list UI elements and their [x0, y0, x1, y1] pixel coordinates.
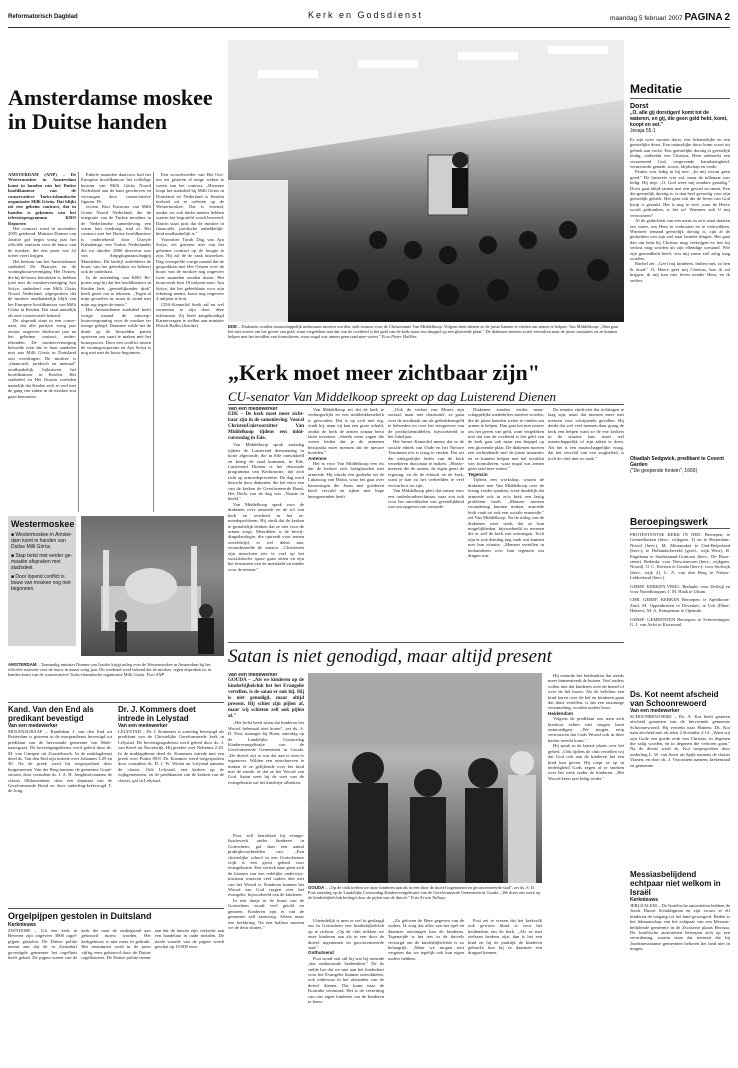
lead-paragraph: recteur Haci Karacaer van Milli Görüs Noord Nederland, die de integratie van de Turkse moslims in de Nederlandse samenleving een warm hart toedroeg, trad af. Het contract met het Duitse hoofdkantoor is ondertekend door Üsteyle Kahalemgo, een Turkse Nederlander die tot oktober 2006 directeur was van Ampglogmaatschappij Mandeiten. Dit bedrijf ontfeldeert de bouw van het gebedshuis en beheert ook de onderkast. — [81, 204, 151, 275]
story2-paragraph: Van Middelkoop sprak voor de diakenen over armoede en de rol van kerk en overheid in het armoedeprobleem. Hij vindt dat de kerken te gestaltelijk denken dat ze niet voor de armen zorgt. Meerdelen is de bevrijdingstheologie, die optreedt voor armen wereldwijd, er wel debet aan, veronderstelde de senator. „Christenen zijn misschien iets te veel op het socialistische spoor gaan zitten en zijn het fenomeen van de menskeld en ninder voor de nemen." — [228, 501, 304, 572]
brief-4 — [630, 690, 730, 844]
story2-column-3 — [388, 407, 464, 635]
brief-3 — [8, 911, 224, 1058]
story3-subhead: Heidendom — [548, 710, 574, 716]
lead-intro: AMSTERDAM (ANP) – De Westermoskee in Amsterdam komt in handen van het Duitse hoofdkantoor van de conservatieve Turks-islamitische organisatie Milli Görüs. Dat blijkt uit een geheim contract, dat in handen is gekomen van het televisieprogramma KRO Reporter. — [8, 172, 76, 226]
brief-byline: Van een medewerker — [630, 708, 680, 714]
lead-photo-caption: AMSTERDAM – Toenmalig minister Donner van Justitie krijgt uitleg over de Westermoskee in Amsterdam bij het officiële startsein voor de bouw in maart vorig jaar. Dit weekend werd bekend dat de moskee, tegen afspraken in, in handen komt van de conservatieve Turks-islamitische organisatie Milli Görüs. Foto ANP — [8, 662, 212, 678]
story2-subhead: Antenne — [308, 455, 327, 461]
story2-paragraph: Van Middelkoop pleit dat armen voor een onderhoudsrechtnaar, naar zou ook voor het ontwikkelen van geestelijkheid rust om opgaven van armoede. — [388, 488, 464, 510]
lead-paragraph: Een woordvoerder van Het Oosten zei gisteren al enige weken te weten van het contract. „Hiermee loopt het stadsdeel bij Milli Görüs in Duitsland en Nederland is Keulen invloed uit te oefenen op de Westermoskee. Dat is vreemd, omdat we ook dacht mentet hebben waarin het begrafeld wordt beweerd. Daarin staat juist dat de moskee in financiële, juridische enhebbelijkheid onafhankelijk is." — [156, 172, 224, 237]
meditatie-body — [630, 137, 730, 453]
story2-paragraph: Het is voor Van Middelkoop een eis dat de kerken zich bezighouden met armoede. Hij uitrekt een gedeelte uit de Lukasoog van Maria, waar het gaat over benorringen die Jezus met goederen heeft vervuld en rijken met liege benogenenden heeft. — [308, 461, 384, 499]
story3-photo-caption: GOUDA – „Op de club treffen we onze kinderen aan als in een door de duivel ingenomen en geconcentreerde stad", zei ds. S. D. Post zaterdag op de Landelijke Contactdag Kinderevangelisatie van de Gereformeerde Gemeenten in Gouda. „We doen ons werk op de kinderbijbelclub beslagd door de pijlen van de duivel." Foto Erwin Tolhuys — [308, 885, 541, 901]
story2-column-4 — [468, 407, 544, 635]
meditatie-paragraph: Paulus was ledig in hij nee: „In mij woont geen goed." De farizeeër was vol, maar de tollenaar was ledig. Hij riep: „O, God wees mij zondare genadig." Dorst gaat altijd samen met een gevoel en smart. Een die geestelijk dorstig is, is dan heel gevoelig voor zijn geestelijk gebrek. Het gaat ook die de leven van God kwijt is geraakt. Het is nog te veel, waar de Heere wordt gedronken, is het zo! Wanneer zult U mij vertroosten? — [630, 169, 730, 218]
story3-intro: GOUDA – „Als we kinderen op de kinderbijbelclub het het Evangelie vertellen, is de satan er ook bij. Hij is niet genodigd, maar altijd present. Hij schiet zijn pijlen af, maar wij schieten zelf ook pijlen af." — [228, 678, 304, 720]
brief-title: Kand. Van den End als predikant bevestigd — [8, 705, 94, 723]
brief-text: ZWNDORF – Uit een kerk in Beveren zijn ongeveer 3000 orgelpijpen gestolen. De Duitse politie neemt aan dat de in Zwündorf gevestigde gemeente het orgelhuis heeft gehad. De pijpen waren van de kerk die naar de ondergrond aan gebouwd moest worden. Het kerkgebouw is niet meer in gebruik. Het instrument werd in de jaren vijftig eens gebouwd door de Duitse orgelbouwer. De Duitse politie neemt aan dat de buizen zijn verkocht aan een handelaar in oude metalen. De totale waarde van de pijpen wordt geschat op 10.000 euro. — [8, 928, 224, 961]
meditatie-title: Meditatie — [630, 82, 730, 99]
page-number: 2 — [724, 12, 730, 23]
brief-1 — [8, 705, 112, 887]
brief-byline: Kerknieuws — [630, 897, 659, 903]
brief-title: Orgelpijpen gestolen in Duitsland — [8, 911, 152, 921]
lead-paragraph: Het Amsterdamse stadsdeel heeft vorige maand de ontwerpbouwvergunning voor de moskee ter inzage gelegd. Daarmee wilde het de drink op de bestralden patiën opsteven om vaart te maken met het bouwproces. Door een conflict tussen de woningcorporatie en Aya Sofya is nog niet met de bouw begonnen. — [81, 307, 151, 356]
meditatie-paragraph: Er zijn twee soorten dorst, een lichamelijke en een geestelijke dorst. Een natuurlijke dorst komt voort uit gebrek aan vocht. Een geestelijke dorstig is geestelijk leidig, ontbreekt een Christus. Hem ontbreekt een verzoenend God, vergevende barmhartigheid, vernieuwde genade, troost, blijdschap en vrede. — [630, 137, 730, 170]
brief-text: JERUZALEM – De Israëlische autoriteiten hebben de Joods Duitse Schuldigman en zijn vrouw er elf kinderen de toegang tot het land geweigerd. Reden is het lidmaatschap van het echtpaar van een Messiasbelijdende gemeente in de Zwitserse plaats Herisau. De Israëlische autoriteiten beroepen zich op een verordening, waarin staat dat mensen die bij Joodsmessiaanse gemeenten behoren het land niet in mogen. — [630, 903, 730, 952]
story3-paragraph: „Het liefst heeft satan dat kinderen het Woord helemaal niet horen", zei ds. S. D. Post, manager bij Hoen, zaterdag op de Landelijke Contactdag Kinderevangelisatie van de Gereformeerde Gemeenten in Gouda. „De duivel zijt er wat dat aan te zien er tegenover. Wilden een omschoeven te maken of ze gelijkende over het kind met de zonde, of dat ze het Woord van God. Satan weet hij de start van de evangelisatie zal het kindertje afbreken. — [228, 720, 304, 785]
main-photo-caption: EDE – Diakonen zouden maatschappelijk mekenaars moeten worden, stelt senator voor de Christenunie Van Middelkoop. Volgens hem dienen ze de juiste kansen te vinden om armen te helpen. Van Middelkoop: „Dan gaat het niet zozeer om het geven van geld, want vergeleken met dat van de overheid is het geld van de kerk maar een druppel op een gloeiende plaat." De diakenen moeten actief eenvulren naar de juiste instanties en ze kunnen helpen met het invullen van formulieren, waar nogal wat armen geen raad mee weten." Foto Pieter Halbles — [228, 324, 619, 340]
brief-5 — [630, 870, 730, 1063]
meditatie-signature: Obadiah Sedgwick, predikant te Covent Garden — [630, 456, 724, 468]
story2-paragraph: Van Middelkoop sprak zaterdag tijdens de Luisterend dienstendag in korte afgeronde, die in Ede ontwikkeld en kreeg de raad kommen, in Ede. Luisterend Dienen is het diaconale programma van Kerkinactie, dat zich richt op armoedepreventie. De dag werd bezocht door diakenen, die het enter een van de kerken de Gereformeerde Bond, Het Derla van de dag was „Naaste in beeld." — [228, 442, 304, 502]
story2-subheadline: CU-senator Van Middelkoop spreekt op dag Luisterend Dienen — [228, 389, 556, 404]
divider — [228, 642, 624, 643]
lead-column-3 — [156, 172, 224, 512]
story3-paragraph: Hij sprak in de laatste plaats over het gebed. „Ook tijdens de club vertellen wij dat God ook aan de kinderen het een kind kan geven. Hij roept ze op in nederigheid Gods zegen af te smeken over het werk onder de kinderen. „Het Woord keert niet ledig weder." — [548, 743, 624, 781]
meditatie-quote-ref: Jesaja 55:1 — [630, 128, 656, 134]
brief-2 — [118, 705, 224, 887]
agenda-entry: GEREF. GEMEENTEN Beroepen: te Scheveningen, G. J. van Aalst te Kissewaal. — [630, 616, 730, 628]
story2-paragraph: Van Middelkoop zei dat de kerk te verburgerlijkt en een middenklassekerk is geworden. Dat is op zich niet erg, vindt hij, maar zij kan een grote schuld, omdat de kerk de armen zonaar bezit laten terzetten. „Steeds meer zagen die weten leiden dat je de armenen bezijraakt moet mensen dat de nieuwe hoofden." — [308, 407, 384, 456]
section-title: Kerk en Godsdienst — [308, 10, 424, 20]
story2-intro: EDE – De kerk moet meer zichtbaar zijn in de samenleving. Vooral ChristenUnievoorzitter Van Middelkoop tijdens een minicursusdag in Ede. — [228, 412, 304, 442]
story2-paragraph: Diakenen zouden verder maatschappelijke mededelers moeten worden, die de juiste kanalen weten te vinden om armen te helpen. Dan gaat het niet zozeer om het geven van geld, want vergeleken met dat van de overheid is het geld van de kerk gaat ook maar een druppel op een gloeiende plaat. De diakenen moeten een verbindende snel de juiste instanties en ze kunnen helpen met het invullen van formulieren, waar nogal wat armen geen raad mee weten." — [468, 407, 544, 472]
lead-paragraph: CDA-Kamerlid Sterk zal nu wel vernemen te zijn door deze informatie. Zij heeft aangekondigd Kamervragen te stellen aan minister Hirsch Ballin (Justitie). — [156, 301, 224, 329]
story3-paragraph: Hij noemde het heidendom dat steeds meer binnentreedt de huizen. Veel ouders willen niet dat kinderen over de hemel of over de hel horen. Als de beloften een kind horen over de hel en kinderen gaan dat thuis vertellen, is dat een onzinnige verzameling, worden ouders boos. — [548, 673, 624, 711]
story2-paragraph: De senator vindt niet dat richtingen te laag zijn, maar dat mensen meer met mensen voor schrijnende gevallen. Hij denkt dat wel veel mensen daar graag de kerk een helpen want ze de ene kerkers in de situatie kan, maar wel maatschappelijk of zijn zaken te doen. Als het is een maatschappelijke vraag, dat het verschil van een zorgbeleid, is toch de chef niet zo vaak." — [548, 407, 624, 461]
lead-paragraph: Enkele maanden daarvoor had het Europese hoofdkantoor het volledige bestuur van Milli Görüs Noord Nederland aan de kant geschoven en vervangen door conservatieve figuren. Di- — [81, 172, 151, 205]
divider — [8, 908, 224, 909]
mosque-model-illustration — [81, 516, 224, 656]
lead-paragraph: Het bestuur van het Amsterdamse stadsdeel De Baarsjes en de woningbouwvereniging 'Het Oosten, die bij de bouw betrokken is, hebben juist met de moskeevereniging Aya Sofya, onderdeel van Milli Görüs Noord Nederland, afgesproken dat de moskee onafhankelijk blijft van het Europese hoofdkantoor van Milli Görüs in Keulen. Dat staat namelijk als zeer conservatief bekend. — [8, 258, 76, 318]
page-label: PAGINA — [684, 12, 723, 23]
church-hall-illustration — [228, 40, 624, 322]
story2-paragraph: Het breste Kamerlid meent dat in de sociale ethiek van Oude en het Nieuwe Testament iets is terug te vinden. Dat zet dat uiteigenlijke leden van de kerk verzekeren diaconaat te maken. „Hoezo-mensen die de armen, de eigen geert de regering, en de de ethisch en de kerk, want je kan zo het verbeelden te veel verwarloos tot zijn. — [388, 439, 464, 488]
divider — [228, 404, 624, 405]
brief-text: SCHOONREWOERD – Ds. A. Kot heeft gisteren afscheid genomen van de hervormde gemeente Schoonrewoerd. Hij vertrekt naar Hattem. Ds. Kot nam afscheid met als tekst 2 Korinthe 2:14: „Want wij zijn Gode een goede reuk van Christus, in degenen die zalig worden, en in degenen die verloren gaan." Na de dienst werd ds. Kot toegesproken door ouderling L. W. van Soest uit Spijk namens de classis Vianen, en door ds. J. Vroonstein namens kerkenraad en gemeente. — [630, 714, 730, 768]
lead-paragraph: De afspraak staat in een convenant, dat alle partijen vorig jaar zomer, ongeveer driekwart jaar na het geheime contract, ondertekenden. De moskeevereniging beloofde toen dat er haar aandelen niet aan Milli Görüs in Duitsland zou overdragen. De moskee is „financieel, juridisch en mentaal" onafhankelijk bijhuisven het hoofdkantoor in Keulen. Het stadsdeel en Het Oosten vreesden namelijk dat Keulen zich te veel met de gang van zaken in de moskee zou gaan bemoeien. — [8, 317, 76, 399]
page-header — [8, 6, 730, 28]
meditatie-source: ("De geopende fontein", 1666) — [630, 468, 698, 474]
agenda-entry: PROTESTANTSE KERK IN NED. Beroepen: te Gemerthuizen (herv., wijkgem. 2) en te Rotterdam-Noord (herv.), M. Mesemaker te Oud-Beijerland (herv.); te Hollandscheveld (geref., wijk West), H. Engelsma te Stadskanaal-Gruttorst (herv., De Hooesteen). Bedankt: voor Niewieuwsen (herv., wijkgem. Noord), O. C. Kersten te Gouda (herv.); voor Stolwijk (herv., wijk 2), L. A. van den Berg te Nieuw-Lekkerland (herv.). — [630, 532, 730, 581]
story2-paragraph: Tijdens een workshop, waarin de diakenen met Van Middelkoop over de lezing verder spraken, werd duidelijk dat armoede ook in zo'n kerk een lastig probleem heeft. „Mensen moeten verandering kunnen maken, armoede leidt vaak tot ook een sociale ermoeide," zei Van Middelkoop. Na de uitleg van de diakonen weet sinds dat ze hun mogelijkheden, bijvoorbeeld in mensen die er zelf de kerk van ontvangen. Toch zijn er ook dinsdag nog vaak wat kunnen met hun situatie, „Mensen vertellen in kerkanderen over hun tegenzin om dingen wat. — [468, 477, 544, 558]
lead-paragraph: Het contract werd in november 2005 getekend. Minister Donner van Justitie gaf begin vorig jaar het officiële startsein voor de bouw van de moskee, die een jaren wat 42 toeter voert krijgen. — [8, 226, 76, 259]
summary-box-title: Westermoskee — [11, 519, 75, 529]
story3-byline: Van een medewerker — [228, 673, 278, 678]
story3-subhead: Onthutsend — [308, 950, 334, 956]
story3-column-4 — [468, 918, 542, 1063]
story2-column-1 — [228, 407, 304, 635]
brief-byline: Van een medewerker — [8, 723, 58, 729]
story3-paragraph: Volgens de predikant zou men zich hierdoor echter niet mogen laten ontmoedigen. „We mogen erop vertrouwen dat Gods Woord ook in deze harten terecht komt." — [548, 716, 624, 743]
lead-photo — [81, 516, 224, 656]
story3-column-1 — [228, 673, 304, 833]
story3-photo — [308, 673, 542, 883]
agenda-entry: CHR. GEREF. KERKEN Beroepen: te Apeldoorn-Zuid, M. Oppenhuizen te Deventer; te Urk (Eben-Haëzer), M. A. Kempenaar te Opeinde. — [630, 597, 730, 614]
story3-paragraph: In een donje in de buurt van de Gorinchem wordt veel getold en genoten. Kinderen zijn er van de gemeente zelf aanwezig. Alleen maar een kerkkring. Na een halfuur moeten we de deur sluiten." — [228, 897, 304, 930]
summary-box — [8, 516, 76, 646]
children-club-illustration — [308, 673, 542, 883]
lead-column-2 — [81, 172, 151, 512]
story3-column-2 — [308, 918, 384, 1063]
meditatie-subtitle: Dorst — [630, 103, 649, 110]
agenda-entry: GEREF. KERKEN VRIJG. Bedankt: voor Delfzijl en voor Noordburgum, J. M. Haak te Uitum. — [630, 583, 730, 595]
column-rule — [78, 172, 79, 512]
meditatie-paragraph: Rachel zei: „Geef mij kinderen. Indien niet, zo ben ik dood." O, Heere geef mij Christus, hoe ik zal krijgen, ik mij kan niet leven zonder Hem, en ik verlies. — [630, 261, 730, 283]
story3-paragraph: Post zei te vrezen dat het kerkvolk ook gewoon blind is voor het heidendom om de kerk. „Als ze met zielsaan heidens zijn, dan is het een kind en hij de praktijk de kinderen gebracht hun hij ze daarmee een druppel kennen. — [468, 918, 542, 956]
story3-paragraph: Post, zelf betrokken bij evangelisatiewerk onder kinderen in Gorinchem, gaf daar een aantal praktijkvoorbeelden van. „Een christelijke school in een Gorischemse wijk is een groot gebied voor evangelisatie. Een vertrek daar geen zich de klassen van een redelijke onderwijs-instituut waarvan veel ouders den niet van het Woord is. Kinderen kunnen het Woord van God vragen over het evangelie, bijvoorbeeld van de kinderen. — [228, 833, 304, 898]
story2-column-5 — [548, 407, 624, 635]
main-photo — [228, 40, 624, 322]
story2-headline: „Kerk moet meer zichtbaar zijn" — [228, 360, 540, 385]
brief-text: LELYSTAD – Dr. J. Kommers is zaterdag bevestigd als predikant van de Christelijke Gereformeerde kerk in Lelystad. De bevestigingsdienst werd geleid door ds. J. van Keeel uit Noordwijk. Hij preekte over Nehemia 2:20. In de middagdienst deed ds. Kommers intrede met een preek over Psalm 89:8. Dr. Kommer werd toegesproken door consulent ds. D. J. W. Wielat uit Lelystad namens de classis. Ook Lelystad, een kerken op de wijkgemeenten, en de predikanten van de kerken van de classis, gaf in Lelystad. — [118, 729, 224, 783]
story2-subhead: Tegenzin — [468, 471, 488, 477]
brief-title: Messiasbelijdend echtpaar niet welkom in Israël — [630, 870, 721, 897]
story3-headline: Satan is niet genodigd, maar altijd present — [228, 646, 552, 667]
brief-text: MOLENSGRAAF – Kandidaat J. van den End uit Rotterdam is gisteren in de morgendienst bevestigd tot predikant van de hervormde gemeente van Molenaarsgraaf. De bevestigingsdienst werd geleid door ds. M. van Campen uit Zwartebroek. In de middagdienst deed ds. Van den End zijn intrede over Johannes 3:29 en 30. Na de preek werd hij toegesproken door burgemeester Van der Berg namens de gemeente Graafstroom, door consulent ds. J. A. H. Jongkind namens de classis Alblasserdam, door een deputaat van de Gereformeerde Bond en door ouderling-kerkvoogd T. de Jong. — [8, 729, 112, 794]
beroepingswerk — [630, 517, 730, 682]
brief-title: Ds. Kot neemt afscheid van Schoonrewoerd — [630, 690, 719, 708]
story3-column-3 — [388, 918, 464, 1063]
brief-byline: Van een medewerker — [118, 723, 168, 729]
story3-column-5 — [548, 673, 624, 1063]
summary-item: ■ Westermoskee in Amsterdam komt in handen van Duitse Milli Görüs. — [11, 532, 73, 550]
brief-title: Dr. J. Kommers doet intrede in Lelystad — [118, 705, 196, 723]
agenda-title: Beroepingswerk — [630, 517, 730, 529]
story2-byline: Van een medewerker — [228, 407, 278, 412]
agenda-body — [630, 532, 730, 682]
column-rule — [153, 172, 154, 512]
paper-name: Reformatorisch Dagblad — [8, 14, 78, 20]
meditatie-quote: „O, alle gij dorstigen! komt tot de wateren, en gij, die geen geld hebt, komt, koopt en eet." — [630, 110, 728, 128]
story3-column-1b — [228, 833, 304, 1063]
brief-byline: Kerknieuws — [8, 922, 37, 928]
story2-paragraph: „Ook de verbus van Mozes zijn sociaal, maar niet charitatief, ze gaan over de noodzaak om als gedrukkensgeld te behoeden en over het terugzeven van de productiemiddelen, bijvoorbeeld in het Jubeljaar. — [388, 407, 464, 440]
lead-paragraph: In de uitzending van KRO Reporter zegt hij dat het hoofdkantoor in Keulen bets „geestelijkonder druk" heeft gezet om te tekenen. „Tegen al mijn gevoelen in, maar ik stond met mijn rug tegen de muur." — [81, 274, 151, 307]
story2-column-2 — [308, 407, 384, 635]
story3-paragraph: „Zo geloven de Here gegeven van de ouders. Ik zorg dat alles van het spel en daarmee ontvangen kan de kinderen. Tegenzijde is het iets in de duivels verzorgd om de kinderbijbelclub is zo belangrijk. „Maar we mogen niet vergeten dat we tegelijk ook hun eigen ouders hebben. — [388, 918, 464, 961]
story3-paragraph: Uiteindelijk is men er wel in geslaagd om in Gorinchem een kinderbijbelclub op te richten. „Op de club trekken we onze kinderen aan als in een door de duivel ingenomen en geconcentreerde stad." — [308, 918, 384, 951]
story3-paragraph: Post stond ook stil bij wat hij noemde „het onthutsende heidendom." De ds stelde het dat we niet aan het kinderhart voor het Evangelie kunnen ontwikkelen, ook onbewust in het afstanden van de duivel dienen. Dat komt naar de Korinthe verzuimd. Het is de verzetting van ons eigen kinderen om de kinderen te leren. — [308, 955, 384, 1005]
date: maandag 5 februari 2007 — [610, 15, 683, 22]
summary-item: ■ Door lopend conflict is bouw van moskee nog niet begonnen. — [11, 574, 71, 592]
meditatie-paragraph: Al de gedachten van een mens in zo'n staat draaien om water, om Hem te verkooien en te verkwikken. Warmeer iemand geestelijk dorstig is, zijn al de gedachten van zijn ziel naar hemele dingen. Het gaat dan om hem bij Christus mag verkrijgen en hoe hij verlost mag worden uit zijn ellendige toestand. Wie zijn gezondheid heeft, zou mij zome ziel zalig mag worden. — [630, 218, 730, 261]
lead-column-1 — [8, 172, 76, 512]
meditatie — [630, 82, 730, 474]
divider — [8, 702, 224, 703]
lead-headline: Amsterdamse moskee in Duitse handen — [8, 85, 213, 134]
summary-item: ■ Stap betst met eerder gemaakte afspraken met stadsdeel. — [11, 553, 73, 571]
date-page — [610, 12, 730, 23]
lead-paragraph: Voorzitter Turab Dag van Aya Sofya, zei gisteren niet van het geheime contract op de hoogte te zijn. Hij zal de de zaak uitzoeken. Dag voorspelde vorige maand dat de gesprekken met Het Oosten over de bouw van de moskee nog ongeveer twee maanden zouden duren. Het bouwwerk kost 18 miljoen euro. Aya Sofya, dat het gebedshuis voor zijn rekening neemt, komt nog ongeveer 4 miljoen te kort. — [156, 236, 224, 302]
